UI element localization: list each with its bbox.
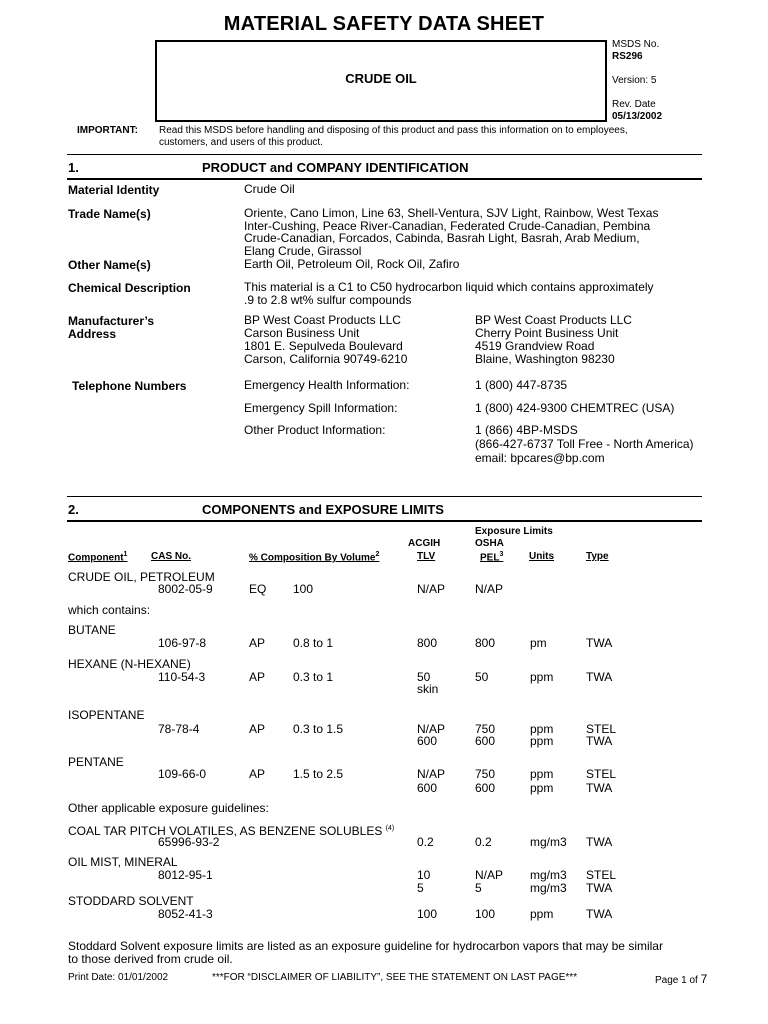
- component-cas: 8052-41-3: [158, 907, 213, 921]
- component-cas: 65996-93-2: [158, 835, 220, 849]
- phone-description: Other Product Information:: [244, 423, 386, 437]
- component-type: TWA: [586, 636, 613, 650]
- component-type: TWA: [586, 907, 613, 921]
- component-tlv: 50: [417, 670, 431, 684]
- header-pel: PEL$^3$: [480, 551, 504, 564]
- component-units: mg/m3: [530, 868, 567, 882]
- material-identity-value: Crude Oil: [244, 182, 295, 196]
- component-tlv: 10: [417, 868, 431, 882]
- manufacturer-address-line: 4519 Grandview Road: [475, 339, 595, 353]
- component-cas: 8012-95-1: [158, 868, 213, 882]
- component-name: STODDARD SOLVENT: [68, 894, 194, 908]
- material-identity-label: Material Identity: [68, 183, 160, 197]
- component-name: PENTANE: [68, 755, 124, 769]
- component-units: ppm: [530, 670, 554, 684]
- phone-number: 1 (800) 447-8735: [475, 378, 568, 392]
- divider: [67, 520, 702, 522]
- manufacturer-address-line: BP West Coast Products LLC: [475, 313, 632, 327]
- component-type: TWA: [586, 835, 613, 849]
- component-type: TWA: [586, 670, 613, 684]
- rev-date-label: Rev. Date: [612, 99, 656, 110]
- header-cas: CAS No.: [151, 551, 191, 562]
- header-tlv: TLV: [417, 551, 436, 562]
- component-pel: 750: [475, 767, 496, 781]
- component-tlv: 800: [417, 636, 438, 650]
- component-units: pm: [530, 636, 547, 650]
- component-code: AP: [249, 670, 266, 684]
- component-cas: 106-97-8: [158, 636, 207, 650]
- phone-number: 1 (866) 4BP-MSDS: [475, 423, 578, 437]
- component-tlv: 100: [417, 907, 438, 921]
- component-tlv: 600: [417, 781, 438, 795]
- important-text-line2: customers, and users of this product.: [159, 137, 323, 148]
- component-percent: 100: [293, 582, 314, 596]
- section1-number: 1.: [68, 160, 79, 175]
- component-percent: 0.8 to 1: [293, 636, 334, 650]
- phone-description: Emergency Health Information:: [244, 378, 410, 392]
- component-name: ISOPENTANE: [68, 708, 145, 722]
- manufacturer-address-line: 1801 E. Sepulveda Boulevard: [244, 339, 403, 353]
- component-pel: 50: [475, 670, 489, 684]
- chemical-description-label: Chemical Description: [68, 281, 191, 295]
- stoddard-note-line2: to those derived from crude oil.: [68, 952, 233, 966]
- component-type: TWA: [586, 734, 613, 748]
- component-units: ppm: [530, 722, 554, 736]
- component-tlv: 5: [417, 881, 424, 895]
- chemical-description-line: .9 to 2.8 wt% sulfur compounds: [244, 293, 412, 307]
- section2-title: COMPONENTS and EXPOSURE LIMITS: [202, 502, 444, 517]
- page-number: Page 1 of 7: [655, 972, 708, 986]
- product-name: CRUDE OIL: [345, 71, 417, 86]
- component-pel: 5: [475, 881, 482, 895]
- manufacturer-address-line: Cherry Point Business Unit: [475, 326, 619, 340]
- component-pel: 800: [475, 636, 496, 650]
- manufacturer-address-line: Carson, California 90749-6210: [244, 352, 408, 366]
- component-tlv: N/AP: [417, 722, 446, 736]
- component-name: BUTANE: [68, 623, 116, 637]
- component-type: STEL: [586, 722, 617, 736]
- msds-number: RS296: [612, 51, 643, 62]
- component-type: STEL: [586, 868, 617, 882]
- component-type: STEL: [586, 767, 617, 781]
- component-pel: 600: [475, 781, 496, 795]
- trade-names-line: Inter-Cushing, Peace River-Canadian, Federated Crude-Canadian, Pembina: [244, 218, 651, 233]
- manufacturer-label: Manufacturer’s: [68, 314, 155, 328]
- manufacturer-address-line: Carson Business Unit: [244, 326, 360, 340]
- component-percent: 1.5 to 2.5: [293, 767, 344, 781]
- divider: [67, 496, 702, 497]
- header-type: Type: [586, 551, 609, 562]
- contact-email: email: bpcares@bp.com: [475, 451, 605, 465]
- divider: [67, 154, 702, 155]
- phone-tollfree: (866-427-6737 Toll Free - North America): [475, 437, 694, 451]
- component-units: ppm: [530, 767, 554, 781]
- section1-title: PRODUCT and COMPANY IDENTIFICATION: [202, 160, 469, 175]
- trade-names-line: Elang Crude, Girassol: [244, 243, 362, 258]
- header-osha: OSHA: [475, 538, 504, 549]
- other-guidelines: Other applicable exposure guidelines:: [68, 801, 269, 815]
- manufacturer-label-2: Address: [68, 327, 117, 341]
- component-code: AP: [249, 767, 266, 781]
- phone-description: Emergency Spill Information:: [244, 401, 398, 415]
- component-percent: 0.3 to 1: [293, 670, 334, 684]
- trade-names-line: Crude-Canadian, Forcados, Cabinda, Basrah Light, Basrah, Arab Medium,: [244, 231, 640, 245]
- component-cas: 8002-05-9: [158, 582, 213, 596]
- component-tlv: 0.2: [417, 835, 434, 849]
- component-type: TWA: [586, 781, 613, 795]
- document-title: MATERIAL SAFETY DATA SHEET: [223, 13, 545, 35]
- component-pel: 100: [475, 907, 496, 921]
- section2-number: 2.: [68, 502, 79, 517]
- version: Version: 5: [612, 75, 657, 86]
- component-tlv: 600: [417, 734, 438, 748]
- component-units: ppm: [530, 734, 554, 748]
- header-acgih: ACGIH: [408, 538, 441, 549]
- stoddard-note-line1: Stoddard Solvent exposure limits are listed as an exposure guideline for hydrocarbon vapors that may be similar: [68, 939, 663, 953]
- component-cas: 109-66-0: [158, 767, 207, 781]
- component-cas: 110-54-3: [158, 670, 206, 684]
- component-units: mg/m3: [530, 881, 567, 895]
- component-pel: 0.2: [475, 835, 492, 849]
- other-names-label: Other Name(s): [68, 258, 151, 272]
- component-code: EQ: [249, 582, 267, 596]
- disclaimer: ***FOR “DISCLAIMER OF LIABILITY”, SEE THE STATEMENT ON LAST PAGE***: [212, 972, 578, 983]
- important-label: IMPORTANT:: [77, 125, 138, 136]
- component-name: HEXANE (N-HEXANE): [68, 657, 191, 671]
- component-pel: N/AP: [475, 868, 504, 882]
- component-name: CRUDE OIL, PETROLEUM: [68, 570, 215, 584]
- trade-names-line: Oriente, Cano Limon, Line 63, Shell-Ventura, SJV Light, Rainbow, West Texas: [244, 206, 659, 220]
- header-component: Component$^1$: [68, 551, 128, 564]
- msds-label: MSDS No.: [612, 39, 660, 50]
- telephone-label: Telephone Numbers: [72, 379, 187, 393]
- which-contains: which contains:: [68, 603, 151, 617]
- trade-names-label: Trade Name(s): [68, 207, 151, 221]
- component-type: TWA: [586, 881, 613, 895]
- component-code: AP: [249, 722, 266, 736]
- component-name: OIL MIST, MINERAL: [68, 855, 178, 869]
- chemical-description-line: This material is a C1 to C50 hydrocarbon liquid which contains approximately: [244, 280, 654, 294]
- print-date: Print Date: 01/01/2002: [68, 972, 169, 983]
- component-pel: N/AP: [475, 582, 504, 596]
- component-pel: 750: [475, 722, 496, 736]
- component-units: ppm: [530, 907, 554, 921]
- manufacturer-address-line: Blaine, Washington 98230: [475, 352, 615, 366]
- component-code: AP: [249, 636, 266, 650]
- important-text-line1: Read this MSDS before handling and disposing of this product and pass this information on to employees,: [159, 125, 628, 136]
- header-composition: % Composition By Volume$^2$: [249, 551, 380, 564]
- divider: [67, 178, 702, 180]
- component-units: mg/m3: [530, 835, 567, 849]
- component-percent: 0.3 to 1.5: [293, 722, 344, 736]
- component-tlv: N/AP: [417, 767, 446, 781]
- rev-date: 05/13/2002: [612, 111, 663, 122]
- phone-number: 1 (800) 424-9300 CHEMTREC (USA): [475, 401, 675, 415]
- header-exposure-limits: Exposure Limits: [475, 526, 553, 537]
- component-tlv: N/AP: [417, 582, 446, 596]
- component-units: ppm: [530, 781, 554, 795]
- component-pel: 600: [475, 734, 496, 748]
- other-names-value: Earth Oil, Petroleum Oil, Rock Oil, Zafiro: [244, 257, 460, 271]
- header-units: Units: [529, 551, 554, 562]
- component-tlv-note: skin: [417, 682, 439, 696]
- component-name: COAL TAR PITCH VOLATILES, AS BENZENE SOLUBLES $^{(4)}$: [68, 824, 395, 838]
- manufacturer-address-line: BP West Coast Products LLC: [244, 313, 401, 327]
- component-cas: 78-78-4: [158, 722, 200, 736]
